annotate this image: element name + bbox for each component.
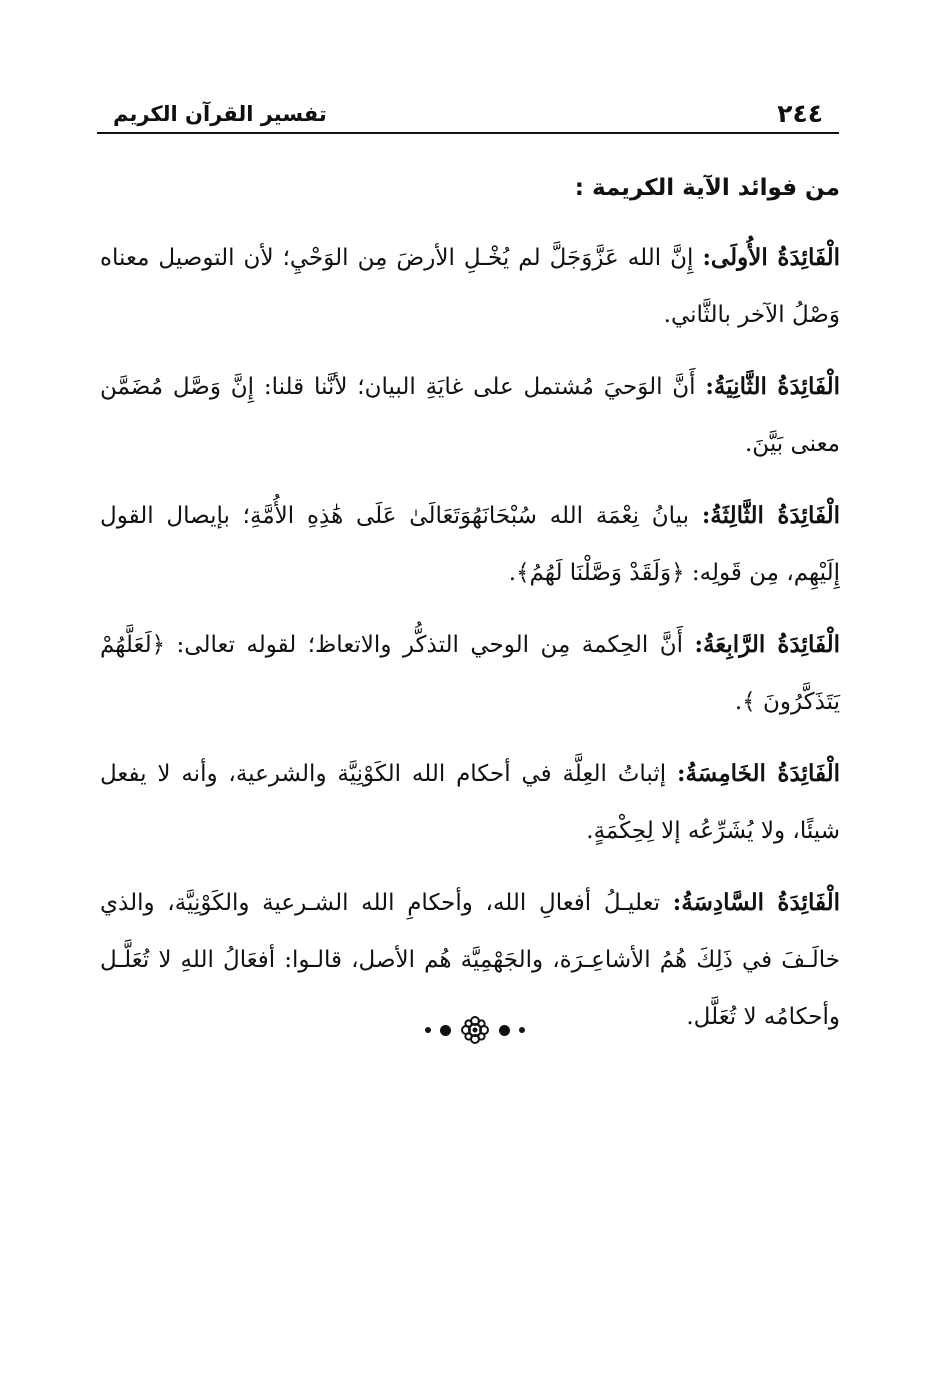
benefit-5-text: إثباتُ العِلَّة في أحكام الله الكَوْنِيَّة والشرعية، وأنه لا يفعل شيئًا، ولا يُشَرِّعُه إلا لِحِكْمَةٍ. — [100, 760, 840, 844]
benefit-2-text: أَنَّ الوَحيَ مُشتمل على غايَةِ البيان؛ لأنَّنا قلنا: إِنَّ وَصَّل مُضَمَّن معنى بَيَّنَ. — [100, 373, 840, 457]
benefit-6-label: الْفَائِدَةُ السَّادِسَةُ: — [672, 888, 840, 916]
benefit-4-label: الْفَائِدَةُ الرَّابِعَةُ: — [694, 630, 840, 658]
running-title: تفسير القرآن الكريم — [113, 102, 327, 126]
separator-dot — [425, 1027, 431, 1033]
ornament-icon — [460, 1015, 490, 1045]
benefit-3 — [100, 487, 840, 602]
benefit-1-label: الْفَائِدَةُ الأُولَى: — [702, 243, 840, 271]
separator-dot — [499, 1025, 510, 1036]
benefit-6-text: تعليـلُ أفعالِ الله، وأحكامِ الله الشـرعية والكَوْنِيَّة، والذي خالَـفَ في ذَلِكَ هُمُ الأشاعِـرَة، والجَهْمِيَّة هُم الأصل، قالـوا: أفعَالُ اللهِ لا تُعَلَّـل وأحكامُه لا تُعَلَّل. — [100, 889, 840, 1030]
page-header — [97, 92, 839, 134]
benefit-4 — [100, 616, 840, 731]
benefit-2-label: الْفَائِدَةُ الثَّانِيَةُ: — [705, 372, 840, 400]
page-number: ٢٤٤ — [777, 99, 823, 128]
benefit-5 — [100, 745, 840, 860]
benefit-3-label: الْفَائِدَةُ الثَّالِثَةُ: — [701, 501, 840, 529]
separator-dot — [440, 1025, 451, 1036]
page-content — [100, 170, 840, 1060]
benefit-1 — [100, 229, 840, 344]
section-separator — [0, 1015, 950, 1045]
benefit-1-text: إِنَّ الله عَزَّوَجَلَّ لم يُخْـلِ الأرضَ مِن الوَحْيِ؛ لأن التوصيل معناه وَصْلُ الآخر بالثَّاني. — [100, 244, 840, 328]
benefit-2 — [100, 358, 840, 473]
benefit-3-text: بيانُ نِعْمَة الله سُبْحَانَهُوَتَعَالَىٰ عَلَى هَٰذِهِ الأُمَّةِ؛ بإيصال القول إِلَيْهِم، مِن قَولِه: ﴿وَلَقَدْ وَصَّلْنَا لَهُمُ﴾. — [100, 502, 840, 586]
separator-dot — [519, 1027, 525, 1033]
benefit-4-text: أَنَّ الحِكمة مِن الوحي التذكُّر والاتعاظ؛ لقوله تعالى: ﴿لَعَلَّهُمْ يَتَذَكَّرُونَ ﴾. — [100, 631, 840, 715]
benefit-5-label: الْفَائِدَةُ الخَامِسَةُ: — [676, 759, 840, 787]
section-heading: من فوائد الآية الكريمة : — [574, 175, 840, 201]
